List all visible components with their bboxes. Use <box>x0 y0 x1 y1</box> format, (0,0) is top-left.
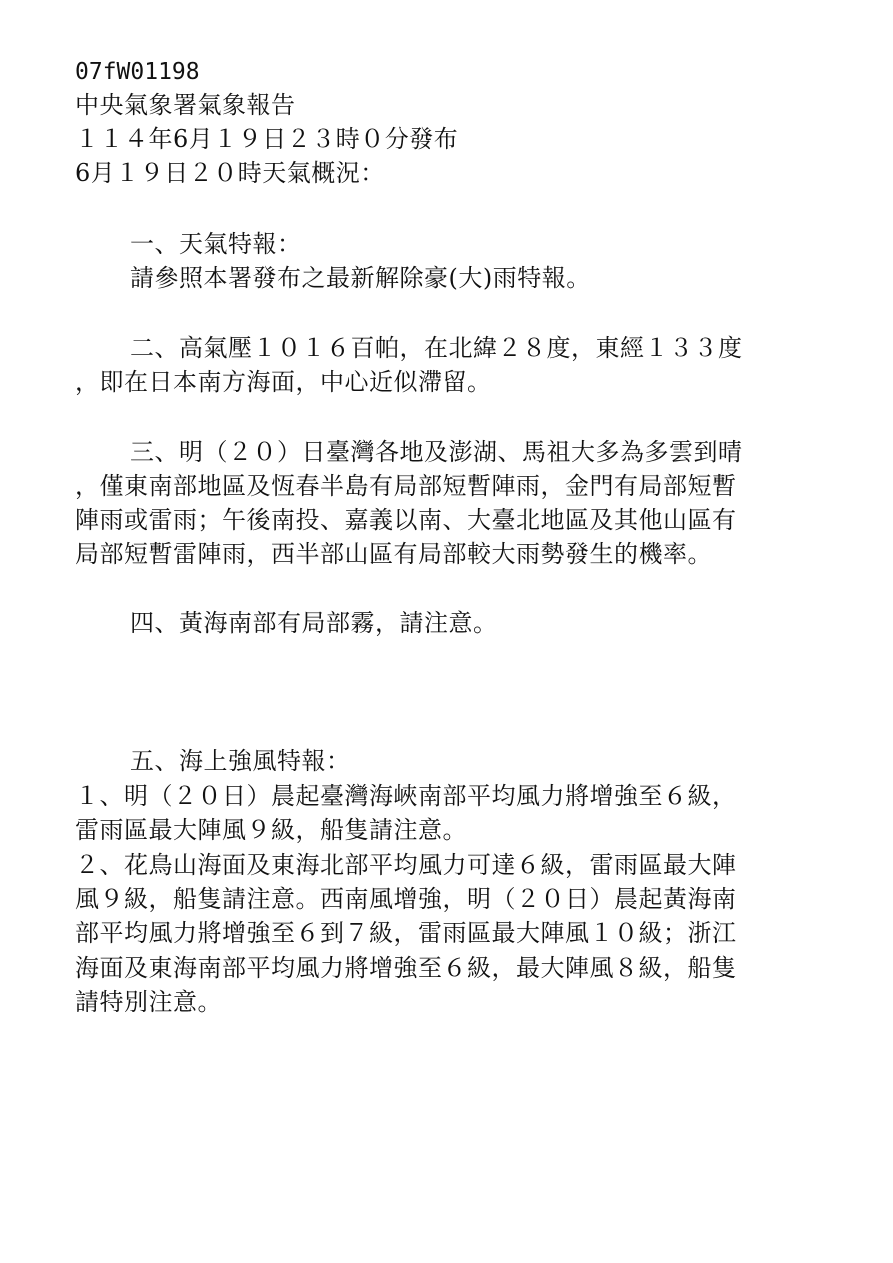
overview-title: 6月１９日２０時天氣概況： <box>75 159 385 187</box>
section-1-text: 請參照本署發布之最新解除豪(大)雨特報。 <box>130 264 591 292</box>
section-1-heading: 一、天氣特報： <box>130 230 302 258</box>
section-5-item-2-line-3: 部平均風力將增強至６到７級，雷雨區最大陣風１０級；浙江 <box>75 919 737 947</box>
section-5-item-2-line-5: 請特別注意。 <box>75 988 222 1016</box>
section-5-item-2-line-2: 風９級，船隻請注意。西南風增強，明（２０日）晨起黃海南 <box>75 885 737 913</box>
section-5-item-1-line-2: 雷雨區最大陣風９級，船隻請注意。 <box>75 816 467 844</box>
section-3-line-1: 三、明（２０）日臺灣各地及澎湖、馬祖大多為多雲到晴 <box>130 438 743 466</box>
section-3-line-3: 陣雨或雷雨；午後南投、嘉義以南、大臺北地區及其他山區有 <box>75 506 737 534</box>
section-2-line-1: 二、高氣壓１０１６百帕，在北緯２８度，東經１３３度 <box>130 334 743 362</box>
section-5-item-2-line-1: ２、花鳥山海面及東海北部平均風力可達６級，雷雨區最大陣 <box>75 851 737 879</box>
report-code: 07fW01198 <box>75 59 200 85</box>
section-5-heading: 五、海上強風特報： <box>130 747 351 775</box>
agency-title: 中央氣象署氣象報告 <box>75 91 296 119</box>
section-2-line-2: ，即在日本南方海面，中心近似滯留。 <box>75 368 492 396</box>
section-3-line-4: 局部短暫雷陣雨，西半部山區有局部較大雨勢發生的機率。 <box>75 540 712 568</box>
section-4-text: 四、黃海南部有局部霧，請注意。 <box>130 609 498 637</box>
section-3-line-2: ，僅東南部地區及恆春半島有局部短暫陣雨，金門有局部短暫 <box>75 472 737 500</box>
section-5-item-1-line-1: １、明（２０日）晨起臺灣海峽南部平均風力將增強至６級， <box>75 782 737 810</box>
issued-time: １１４年6月１９日２３時０分發布 <box>75 125 459 153</box>
section-5-item-2-line-4: 海面及東海南部平均風力將增強至６級，最大陣風８級，船隻 <box>75 954 737 982</box>
